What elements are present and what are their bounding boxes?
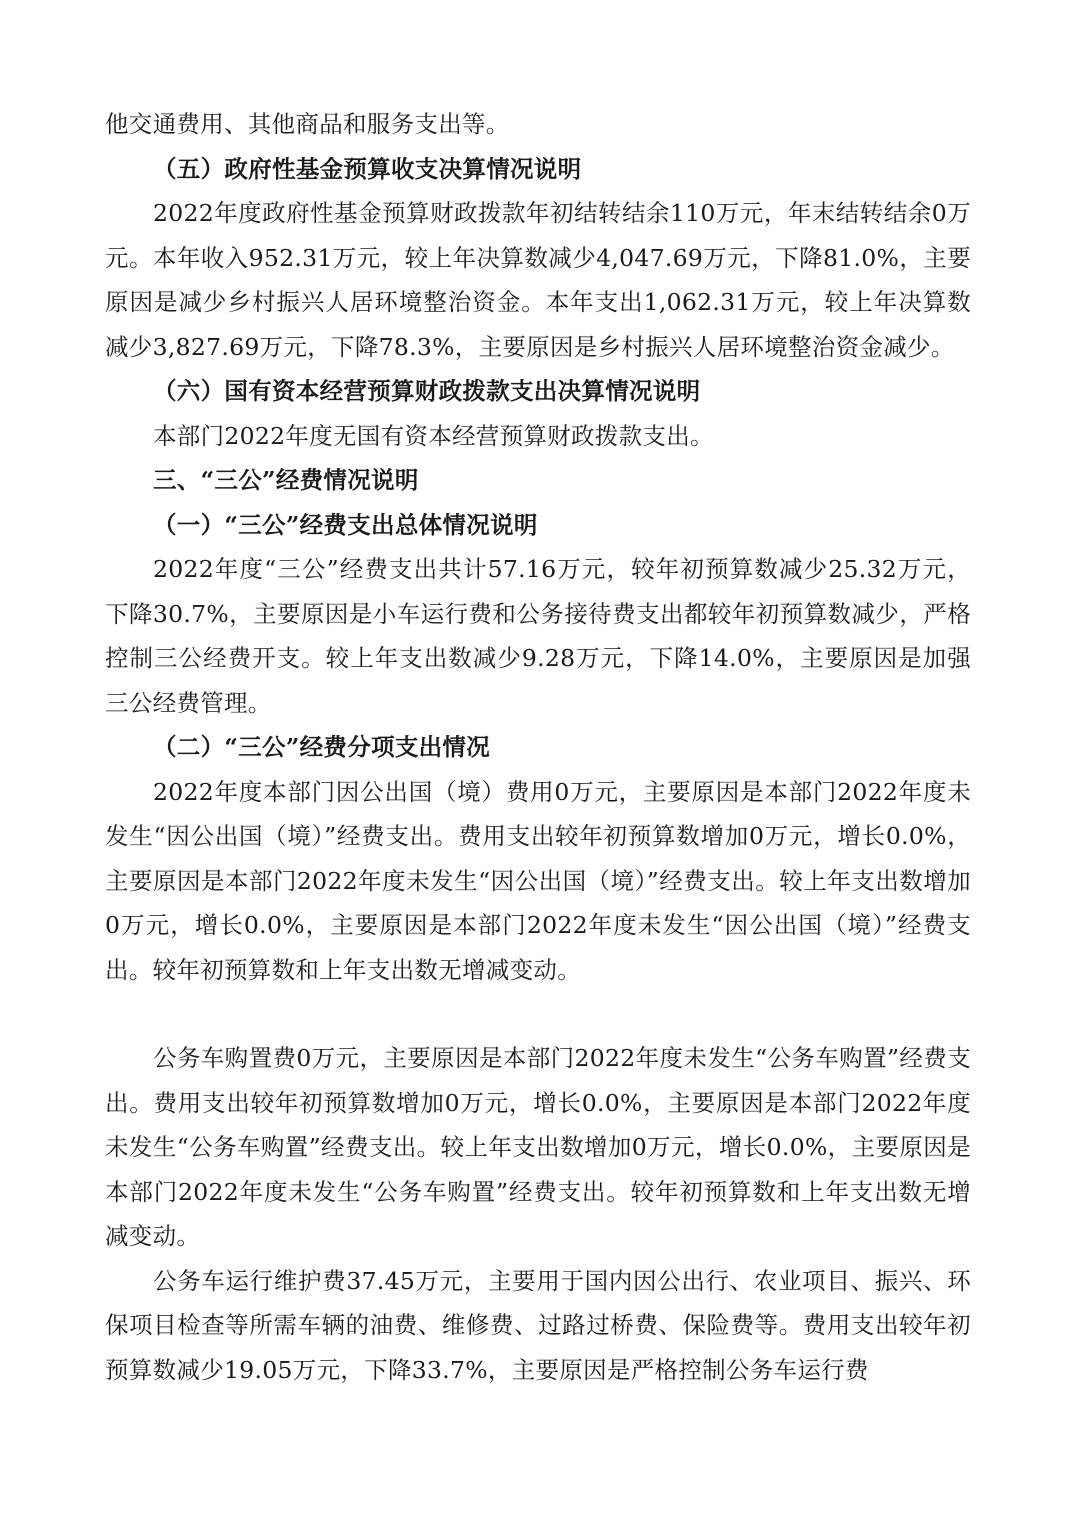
heading-three-public-itemized: （二）“三公”经费分项支出情况 (153, 733, 491, 761)
paragraph-gov-fund-budget: 2022年度政府性基金预算财政拨款年初结转结余110万元，年末结转结余0万元。本年收入952.31万元，较上年决算数减少4,047.69万元，下降81.0%，主要原因是减少乡村振兴人居环境整治资金。本年支出1,062.31万元，较上年决算数减少3,827.69万元，下降78.3%，主要原因是乡村振兴人居环境整治资金减少。 (105, 199, 971, 361)
heading-three-public-overall: （一）“三公”经费支出总体情况说明 (153, 510, 538, 539)
heading-gov-fund-budget: （五）政府性基金预算收支决算情况说明 (153, 154, 582, 183)
paragraph-continuation: 他交通费用、其他商品和服务支出等。 (105, 110, 510, 138)
heading-three-public-expenses: 三、“三公”经费情况说明 (153, 466, 419, 494)
paragraph-three-public-overall: 2022年度“三公”经费支出共计57.16万元，较年初预算数减少25.32万元，下降30.7%，主要原因是小车运行费和公务接待费支出都较年初预算数减少，严格控制三公经费开支。较上年支出数减少9.28万元，下降14.0%，主要原因是加强三公经费管理。 (105, 555, 971, 717)
paragraph-overseas-travel: 2022年度本部门因公出国（境）费用0万元，主要原因是本部门2022年度未发生“因公出国（境）”经费支出。费用支出较年初预算数增加0万元，增长0.0%，主要原因是本部门2022年度未发生“因公出国（境）”经费支出。较上年支出数增加0万元，增长0.0%，主要原因是本部门2022年度未发生“因公出国（境）”经费支出。较年初预算数和上年支出数无增减变动。 (105, 777, 971, 984)
heading-state-capital-budget: （六）国有资本经营预算财政拨款支出决算情况说明 (153, 377, 701, 405)
paragraph-state-capital-budget: 本部门2022年度无国有资本经营预算财政拨款支出。 (153, 421, 714, 450)
blank-line (105, 992, 971, 1036)
paragraph-vehicle-operation: 公务车运行维护费37.45万元，主要用于国内因公出行、农业项目、振兴、环保项目检查等所需车辆的油费、维修费、过路过桥费、保险费等。费用支出较年初预算数减少19.05万元，下降33.7%，主要原因是严格控制公务车运行费 (105, 1266, 971, 1384)
document-page (105, 102, 971, 1392)
paragraph-vehicle-purchase: 公务车购置费0万元，主要原因是本部门2022年度未发生“公务车购置”经费支出。费用支出较年初预算数增加0万元，增长0.0%，主要原因是本部门2022年度未发生“公务车购置”经费支出。较上年支出数增加0万元，增长0.0%，主要原因是本部门2022年度未发生“公务车购置”经费支出。较年初预算数和上年支出数无增减变动。 (105, 1044, 971, 1250)
